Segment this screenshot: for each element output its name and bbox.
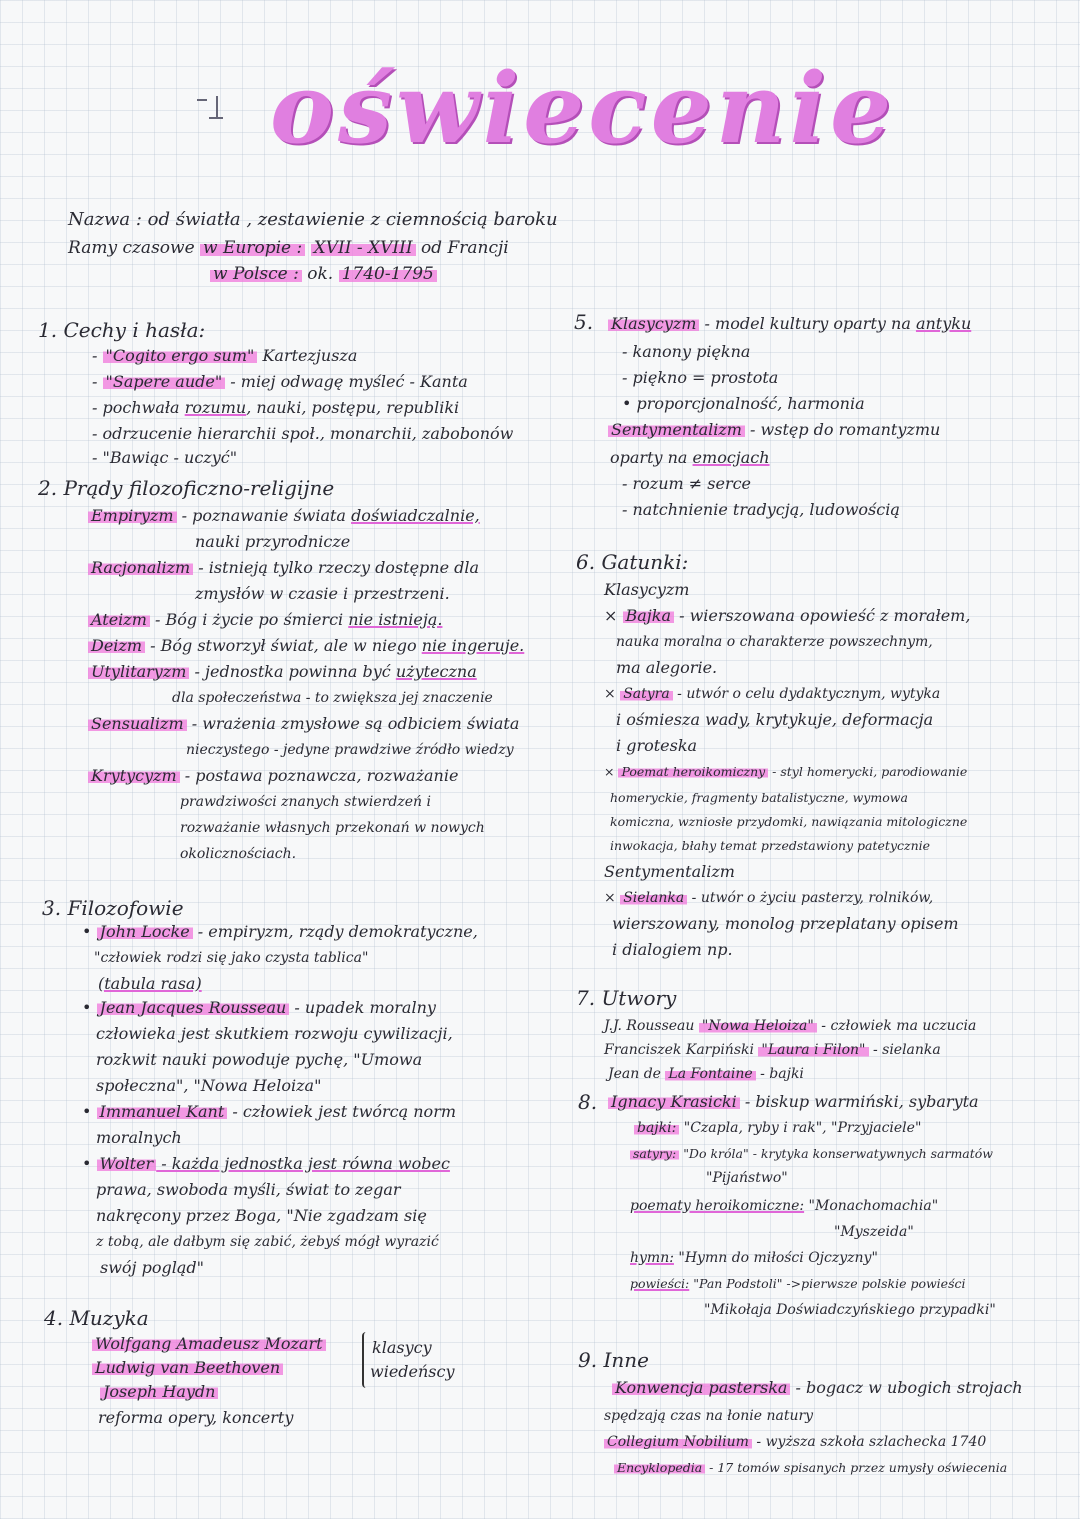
s3-item-cont: moralnych (96, 1128, 182, 1147)
senty-item: - rozum ≠ serce (622, 474, 752, 493)
work-row: Jean de La Fontaine - bajki (608, 1066, 804, 1082)
sielanka-cont: i dialogiem np. (612, 940, 733, 959)
satyra-row: × Satyra - utwór o celu dydaktycznym, wytyka (604, 686, 941, 702)
s5-heading: 5. (574, 310, 594, 334)
s3-item-cont: człowieka jest skutkiem rozwoju cywilizacji, (96, 1024, 453, 1043)
europe-suffix: od Francji (420, 238, 509, 258)
s3-item-cont: (tabula rasa) (98, 974, 202, 993)
s2-item: Empiryzm - poznawanie świata doświadczalnie, (88, 506, 480, 526)
s2-item-cont: dla społeczeństwa - to zwiększa jej znaczenie (172, 690, 493, 706)
krasicki-item: "Myszeida" (834, 1224, 914, 1240)
s2-item-cont: nieczystego - jedyne prawdziwe źródło wiedzy (186, 742, 514, 758)
s2-item-cont: zmysłów w czasie i przestrzeni. (195, 584, 450, 603)
page-title: oświecenie (270, 52, 896, 165)
s2-item: Racjonalizm - istnieją tylko rzeczy dostępne dla (88, 558, 479, 578)
time-row (68, 238, 509, 258)
poemat-cont: homeryckie, fragmenty batalistyczne, wymowa (610, 790, 908, 805)
s2-item: Sensualizm - wrażenia zmysłowe są odbiciem świata (88, 714, 519, 734)
s3-item-cont: z tobą, ale dałbym się zabić, żebyś mógł wyrazić (96, 1234, 439, 1250)
s7-heading: 7. Utwory (576, 986, 677, 1010)
music-extra: reforma opery, koncerty (98, 1408, 294, 1427)
s2-item-cont: prawdziwości znanych stwierdzeń i (180, 794, 431, 810)
senty-row: Sentymentalizm - wstęp do romantyzmu (608, 420, 940, 440)
krasicki-item: hymn: "Hymn do miłości Ojczyzny" (630, 1250, 878, 1266)
s6-sub: Klasycyzm (604, 580, 690, 599)
composer: Wolfgang Amadeusz Mozart (92, 1334, 326, 1354)
krasicki-item: satyry: "Do króla" - krytyka konserwatywnych sarmatów (630, 1144, 993, 1164)
s3-item: • John Locke - empiryzm, rządy demokratyczne, (82, 922, 478, 941)
s2-item: Ateizm - Bóg i życie po śmierci nie istnieją. (88, 610, 442, 630)
brace-label: klasycy (372, 1338, 432, 1357)
s3-item-cont: społeczna", "Nowa Heloiza" (96, 1076, 322, 1095)
s1-heading: 1. Cechy i hasła: (38, 318, 206, 342)
s1-item: - odrzucenie hierarchii społ., monarchii, zabobonów (92, 424, 514, 443)
krasicki-row: Ignacy Krasicki - biskup warmiński, sybaryta (608, 1092, 979, 1112)
poland-prefix: ok. (307, 264, 334, 284)
satyra-cont: i groteska (616, 736, 698, 755)
poland-value: 1740-1795 (339, 264, 437, 284)
s3-item-cont: swój pogląd" (100, 1258, 204, 1277)
brace-label: wiedeńscy (370, 1362, 455, 1381)
s1-item: - "Sapere aude" - miej odwagę myśleć - Kanta (92, 372, 468, 391)
s3-item-cont: prawa, swoboda myśli, świat to zegar (96, 1180, 401, 1199)
composer: Joseph Haydn (100, 1382, 218, 1402)
s3-heading: 3. Filozofowie (42, 896, 184, 920)
name-row (68, 210, 558, 230)
composer: Ludwig van Beethoven (92, 1358, 283, 1378)
bajka-row: × Bajka - wierszowana opowieść z morałem, (604, 606, 971, 625)
brace (362, 1332, 370, 1388)
name-value: od światła , zestawienie z ciemnością baroku (147, 209, 558, 230)
sielanka-row: × Sielanka - utwór o życiu pasterzy, rolników, (604, 890, 934, 906)
senty-row-cont: oparty na emocjach (610, 448, 770, 467)
poemat-cont: komiczna, wzniosłe przydomki, nawiązania mitologiczne (610, 814, 968, 829)
krasicki-item: "Mikołaja Doświadczyńskiego przypadki" (704, 1302, 996, 1318)
krasicki-item: bajki: "Czapla, ryby i rak", "Przyjaciele" (634, 1118, 921, 1138)
s2-item: Deizm - Bóg stworzył świat, ale w niego nie ingeruje. (88, 636, 524, 656)
title-doodle-icon (195, 92, 225, 122)
s9-item: Encyklopedia - 17 tomów spisanych przez umysły oświecenia (614, 1458, 1007, 1478)
poemat-row: × Poemat heroikomiczny - styl homerycki, parodiowanie (604, 764, 968, 779)
sielanka-cont: wierszowany, monolog przeplatany opisem (612, 914, 959, 933)
klasycyzm-row: Klasycyzm - model kultury oparty na antyku (608, 314, 971, 334)
name-label: Nazwa : (68, 209, 142, 230)
s9-item: Konwencja pasterska - bogacz w ubogich strojach (612, 1378, 1023, 1398)
time-label: Ramy czasowe (68, 238, 195, 258)
s3-item: • Jean Jacques Rousseau - upadek moralny (82, 998, 436, 1017)
s1-item: - "Cogito ergo sum" Kartezjusza (92, 346, 358, 365)
bajka-cont: ma alegorie. (616, 658, 718, 677)
s3-item-cont: rozkwit nauki powoduje pychę, "Umowa (96, 1050, 423, 1069)
satyra-cont: i ośmiesza wady, krytykuje, deformacja (616, 710, 934, 729)
work-row: Franciszek Karpiński "Laura i Filon" - sielanka (604, 1042, 941, 1058)
s3-item: • Wolter - każda jednostka jest równa wobec (82, 1154, 450, 1173)
poland-row (210, 264, 437, 284)
s6-heading: 6. Gatunki: (576, 550, 689, 574)
s1-item: - pochwała rozumu, nauki, postępu, republiki (92, 398, 460, 417)
s6-sub: Sentymentalizm (604, 862, 735, 881)
klas-item: - piękno = prostota (622, 368, 779, 387)
europe-label: w Europie : (200, 238, 305, 258)
poland-label: w Polsce : (210, 264, 302, 284)
s2-item: Utylitaryzm - jednostka powinna być użyteczna (88, 662, 477, 682)
bajka-cont: nauka moralna o charakterze powszechnym, (616, 634, 933, 650)
s3-item-cont: nakręcony przez Boga, "Nie zgadzam się (96, 1206, 427, 1225)
krasicki-item: poematy heroikomiczne: "Monachomachia" (630, 1198, 939, 1214)
s9-item-cont: spędzają czas na łonie natury (604, 1408, 814, 1424)
s1-item: - "Bawiąc - uczyć" (92, 448, 238, 467)
s2-heading: 2. Prądy filozoficzno-religijne (38, 476, 335, 500)
krasicki-item: "Pijaństwo" (706, 1170, 788, 1186)
europe-value: XVII - XVIII (311, 238, 416, 258)
work-row: J.J. Rousseau "Nowa Heloiza" - człowiek ma uczucia (604, 1018, 977, 1034)
s2-item: Krytycyzm - postawa poznawcza, rozważanie (88, 766, 458, 786)
s2-item-cont: nauki przyrodnicze (195, 532, 351, 551)
s4-heading: 4. Muzyka (44, 1306, 149, 1330)
klas-item: • proporcjonalność, harmonia (622, 394, 865, 413)
s2-item-cont: rozważanie własnych przekonań w nowych (180, 820, 485, 836)
senty-item: - natchnienie tradycją, ludowością (622, 500, 900, 519)
s3-item-cont: "człowiek rodzi się jako czysta tablica" (94, 950, 369, 966)
krasicki-item: powieści: "Pan Podstoli" ->pierwsze polskie powieści (630, 1276, 966, 1291)
poemat-cont: inwokacja, błahy temat przedstawiony patetycznie (610, 838, 931, 853)
s9-item: Collegium Nobilium - wyższa szkoła szlachecka 1740 (604, 1432, 986, 1452)
s9-heading: 9. Inne (578, 1348, 649, 1372)
s8-heading: 8. (578, 1090, 598, 1114)
s2-item-cont: okolicznościach. (180, 846, 297, 862)
s3-item: • Immanuel Kant - człowiek jest twórcą norm (82, 1102, 457, 1121)
klas-item: - kanony piękna (622, 342, 751, 361)
